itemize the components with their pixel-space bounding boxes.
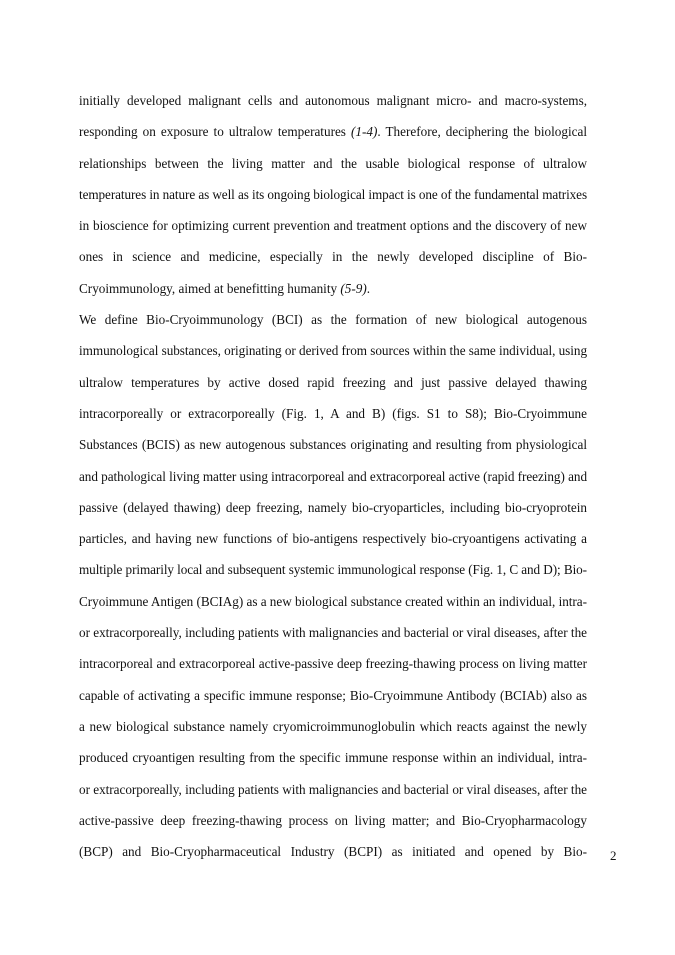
text-line: Cryoimmune Antigen (BCIAg) as a new biological substance created within an individual, intra-: [79, 593, 587, 609]
text-line: produced cryoantigen resulting from the specific immune response within an individual, intra-: [79, 750, 587, 766]
paragraph-definitions: [79, 306, 587, 869]
text-line: ones in science and medicine, especially in the newly developed discipline of Bio-: [79, 249, 587, 265]
text-line: multiple primarily local and subsequent systemic immunological response (Fig. 1, C and D); Bio-: [79, 562, 587, 578]
text-line: (BCP) and Bio-Cryopharmaceutical Industry (BCPI) as initiated and opened by Bio-: [79, 844, 587, 860]
text-line: a new biological substance namely cryomicroimmunoglobulin which reacts against the newly: [79, 718, 587, 734]
text-line: passive (delayed thawing) deep freezing, namely bio-cryoparticles, including bio-cryoprotein: [79, 499, 587, 515]
text-segment: . Therefore, deciphering the biological: [377, 124, 587, 140]
text-line: We define Bio-Cryoimmunology (BCI) as the formation of new biological autogenous: [79, 312, 587, 328]
text-line: intracorporeal and extracorporeal active-passive deep freezing-thawing process on living matter: [79, 656, 587, 672]
page-number: 2: [610, 848, 617, 863]
text-line: ultralow temperatures by active dosed rapid freezing and just passive delayed thawing: [79, 374, 587, 390]
citation: (1-4): [351, 124, 378, 140]
text-line: and pathological living matter using intracorporeal and extracorporeal active (rapid freezing) and: [79, 468, 587, 484]
text-line: relationships between the living matter and the usable biological response of ultralow: [79, 155, 587, 171]
text-line: or extracorporeally, including patients with malignancies and bacterial or viral diseases, after the: [79, 625, 587, 641]
text-line: Substances (BCIS) as new autogenous substances originating and resulting from physiological: [79, 437, 587, 453]
text-line: or extracorporeally, including patients with malignancies and bacterial or viral diseases, after the: [79, 781, 587, 797]
text-line: in bioscience for optimizing current prevention and treatment options and the discovery of new: [79, 218, 587, 234]
text-line: capable of activating a specific immune response; Bio-Cryoimmune Antibody (BCIAb) also as: [79, 687, 587, 703]
text-segment: Cryoimmunology, aimed at benefitting humanity: [79, 280, 341, 296]
citation: (5-9): [340, 280, 367, 296]
text-segment: responding on exposure to ultralow temperatures: [79, 124, 351, 140]
document-body: [79, 87, 587, 869]
text-line: intracorporeally or extracorporeally (Fig. 1, A and B) (figs. S1 to S8); Bio-Cryoimmune: [79, 405, 587, 421]
text-segment: .: [366, 280, 371, 296]
text-line: initially developed malignant cells and autonomous malignant micro- and macro-systems,: [79, 93, 587, 108]
text-line: particles, and having new functions of bio-antigens respectively bio-cryoantigens activating a: [79, 531, 587, 547]
paragraph-intro: [79, 87, 587, 306]
text-line: immunological substances, originating or derived from sources within the same individual, using: [79, 343, 587, 359]
text-line: [79, 118, 587, 149]
text-line: temperatures in nature as well as its ongoing biological impact is one of the fundamental matrixes: [79, 186, 588, 202]
text-line: [79, 275, 587, 306]
text-line: active-passive deep freezing-thawing process on living matter; and Bio-Cryopharmacology: [79, 812, 587, 828]
